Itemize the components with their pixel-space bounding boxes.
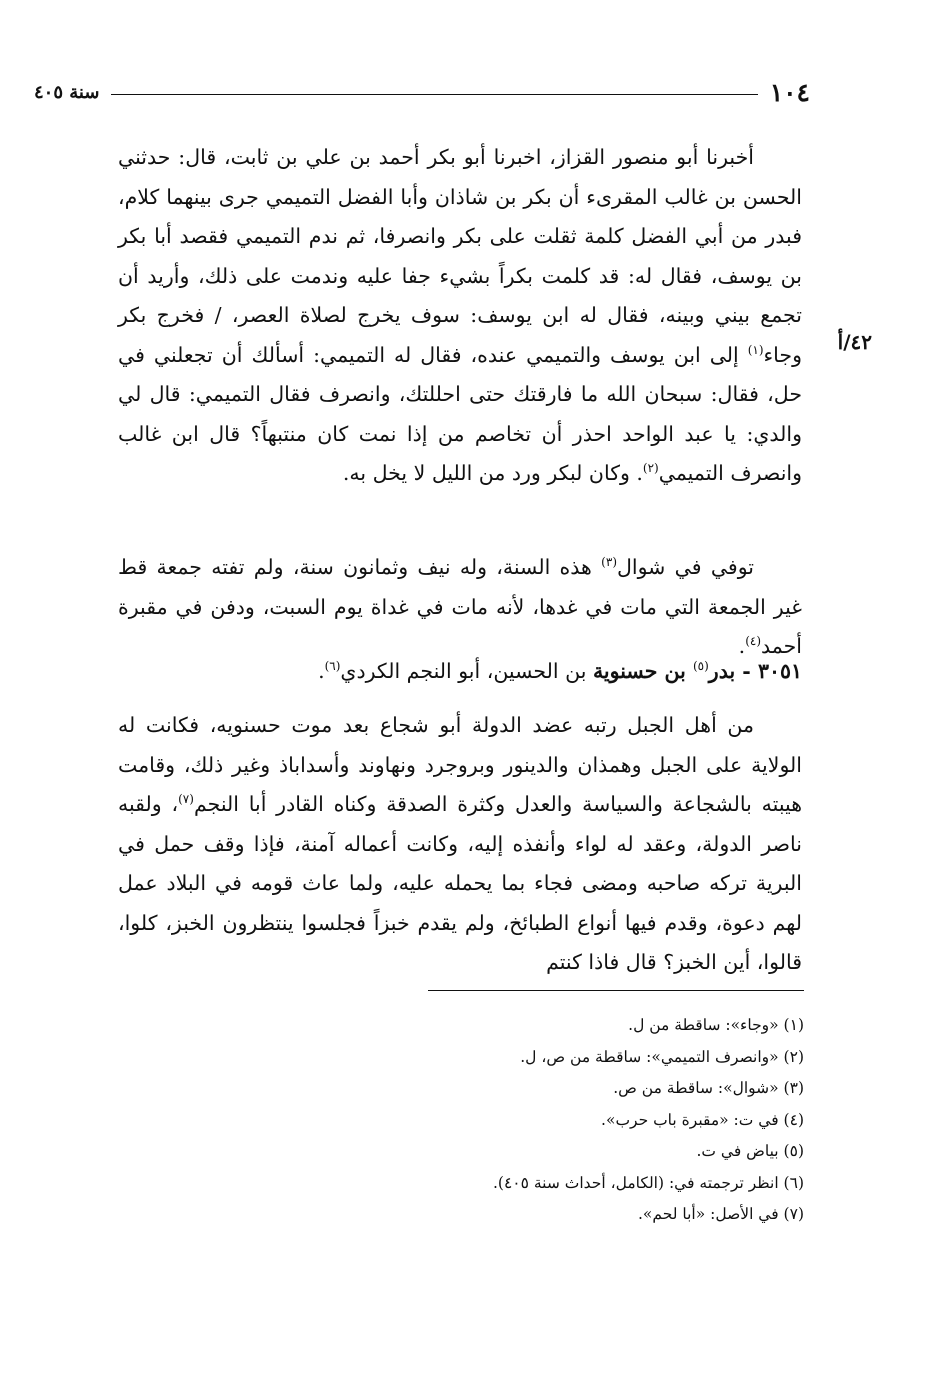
footnote-ref: (١) [747, 342, 764, 357]
footnote-ref: (٣) [601, 555, 617, 570]
paragraph-text: توفي في شوال [617, 555, 754, 579]
header-rule [111, 94, 757, 95]
paragraph-biography [118, 706, 802, 983]
margin-folio-note: ٤٢/أ [837, 330, 872, 354]
footnote: (٥) بياض في ت. [696, 1142, 804, 1160]
footnote: (١) «وجاء»: ساقطة من ل. [628, 1016, 804, 1034]
footnote-ref: (٥) [692, 659, 709, 674]
page-header [34, 74, 810, 110]
entry-name: - بدر [708, 659, 758, 683]
footnote: (٧) في الأصل: «أبا لحم». [637, 1205, 804, 1223]
footnote-ref: (٤) [745, 634, 762, 649]
footnotes [124, 1010, 804, 1231]
entry-end: . [318, 659, 325, 683]
paragraph-text: ، ولقبه ناصر الدولة، وعقد له لواء وأنفذه إليه، وكانت أعماله آمنة، فإذا وقف حمل في البرية تركه صاحبه ومضى فجاء بما يحمله عليه، ولما عاث قومه في البلاد عمل لهم دعوة، وقدم فيها أنواع الطبائخ، ولم يقدم خبزاً فجلسوا ينتظرون الخبز، كلوا، قالوا، أين الخبز؟ قال فاذا كنتم [118, 792, 802, 974]
paragraph-text: . وكان لبكر ورد من الليل لا يخل به. [342, 461, 643, 485]
paragraph-text: هذه السنة، وله نيف وثمانون سنة، ولم تفته جمعة قط غير الجمعة التي مات في غدها، لأنه مات في غداة يوم السبت، ودفن في مقبرة أحمد [118, 555, 802, 658]
footnote: (٢) «وانصرف التميمي»: ساقطة من ص، ل. [520, 1047, 804, 1066]
paragraph-text: إلى ابن يوسف والتميمي عنده، فقال له التميمي: أسألك أن تجعلني في حل، فقال: سبحان الله ما فارقتك حتى احللتك، وانصرف فقال التميمي: قال لي والدي: يا عبد الواحد احذر أن تخاصم من إذا نمت كان منتبهاً؟ قال ابن غالب وانصرف التميمي [118, 342, 802, 485]
footnote: (٦) انظر ترجمته في: (الكامل، أحداث سنة ٤٠٥). [492, 1173, 804, 1192]
footnote: (٣) «شوال»: ساقطة من ص. [613, 1079, 804, 1097]
paragraph-text: . [738, 634, 746, 658]
entry-heading [118, 652, 802, 692]
entry-number: ٣٠٥١ [757, 659, 802, 683]
paragraph-death-notice [118, 548, 802, 667]
footnote-separator [428, 990, 804, 991]
footnote: (٤) في ت: «مقبرة باب حرب». [601, 1110, 804, 1129]
footnote-ref: (٢) [642, 461, 659, 476]
running-title: سنة ٤٠٥ [34, 81, 100, 103]
entry-lineage: بن الحسين، أبو النجم الكردي [340, 659, 593, 683]
page-number: ١٠٤ [769, 77, 810, 107]
footnote-ref: (٦) [324, 659, 341, 674]
footnote-ref: (٧) [178, 792, 194, 807]
paragraph-narration [118, 138, 802, 494]
entry-name: بن حسنوية [592, 659, 693, 683]
paragraph-text: من أهل الجبل رتبه عضد الدولة أبو شجاع بعد موت حسنويه، فكانت له الولاية على الجبل وهمذان والدينور وبروجرد ونهاوند وأسداباذ وغير ذلك، وقامت هيبته بالشجاعة والسياسة والعدل وكثرة الصدقة وكناه القادر أبا النجم [118, 713, 802, 816]
paragraph-text: أخبرنا أبو منصور القزاز، اخبرنا أبو بكر أحمد بن علي بن ثابت، قال: حدثني الحسن بن غالب المقرىء أن بكر بن شاذان وأبا الفضل التميمي جرى بينهما كلام، فبدر من أبي الفضل كلمة ثقلت على بكر وانصرفا، ثم ندم التميمي فقصد أبا بكر بن يوسف، فقال له: قد كلمت بكراً بشيء جفا عليه وندمت على ذلك، وأريد أن تجمع بيني وبينه، فقال له ابن يوسف: سوف يخرج لصلاة العصر، / فخرج بكر وجاء [118, 145, 802, 367]
